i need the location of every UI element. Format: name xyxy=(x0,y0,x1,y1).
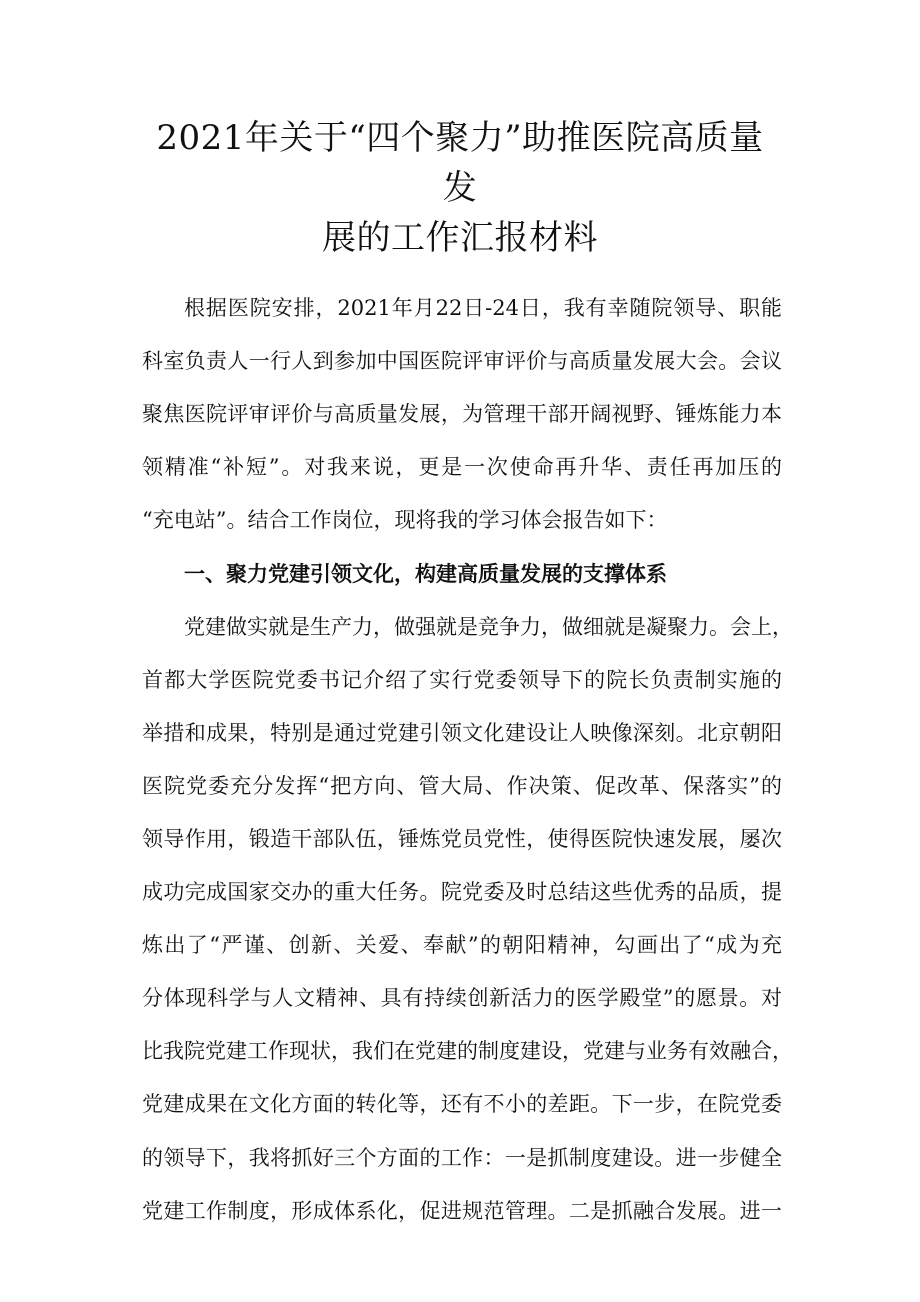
text-line: 医院党委充分发挥“把方向、管大局、作决策、促改革、保落实”的 xyxy=(142,773,782,798)
text-line: 炼出了“严谨、创新、关爱、奉献”的朝阳精神，勾画出了“成为充 xyxy=(142,933,782,958)
text-line: 分体现科学与人文精神、具有持续创新活力的医学殿堂”的愿景。对 xyxy=(142,986,782,1011)
text-line: 首都大学医院党委书记介绍了实行党委领导下的院长负责制实施的 xyxy=(142,667,782,692)
paragraph-intro xyxy=(142,282,782,547)
text-line: 的领导下，我将抓好三个方面的工作：一是抓制度建设。进一步健全 xyxy=(142,1145,782,1170)
text-line: 聚焦医院评审评价与高质量发展，为管理干部开阔视野、锤炼能力本 xyxy=(142,402,782,427)
text-line: 领导作用，锻造干部队伍，锤炼党员党性，使得医院快速发展，屡次 xyxy=(142,826,782,851)
text-line: 党建做实就是生产力，做强就是竞争力，做细就是凝聚力。会上， xyxy=(184,614,793,639)
text-line: 比我院党建工作现状，我们在党建的制度建设，党建与业务有效融合， xyxy=(142,1039,793,1064)
text-line: “充电站”。结合工作岗位，现将我的学习体会报告如下： xyxy=(142,508,668,533)
paragraph-party-building xyxy=(142,601,793,1238)
text-line: 成功完成国家交办的重大任务。院党委及时总结这些优秀的品质，提 xyxy=(142,880,782,905)
text-line: 根据医院安排，2021年月22日-24日，我有幸随院领导、职能 xyxy=(184,296,782,320)
text-line: 领精准“补短”。对我来说，更是一次使命再升华、责任再加压的 xyxy=(142,455,782,480)
text-line: 科室负责人一行人到参加中国医院评审评价与高质量发展大会。会议 xyxy=(142,349,782,374)
title-line: 展的工作汇报材料 xyxy=(322,218,598,258)
section-heading: 一、聚力党建引领文化，构建高质量发展的支撑体系 xyxy=(184,561,667,587)
document-title xyxy=(140,113,780,263)
title-line: 2021年关于“四个聚力”助推医院高质量发 xyxy=(156,118,764,208)
document-body xyxy=(142,282,793,1238)
text-line: 举措和成果，特别是通过党建引领文化建设让人映像深刻。北京朝阳 xyxy=(142,720,782,745)
text-line: 党建成果在文化方面的转化等，还有不小的差距。下一步，在院党委 xyxy=(142,1092,782,1117)
text-line: 党建工作制度，形成体系化，促进规范管理。二是抓融合发展。进一 xyxy=(142,1198,782,1223)
